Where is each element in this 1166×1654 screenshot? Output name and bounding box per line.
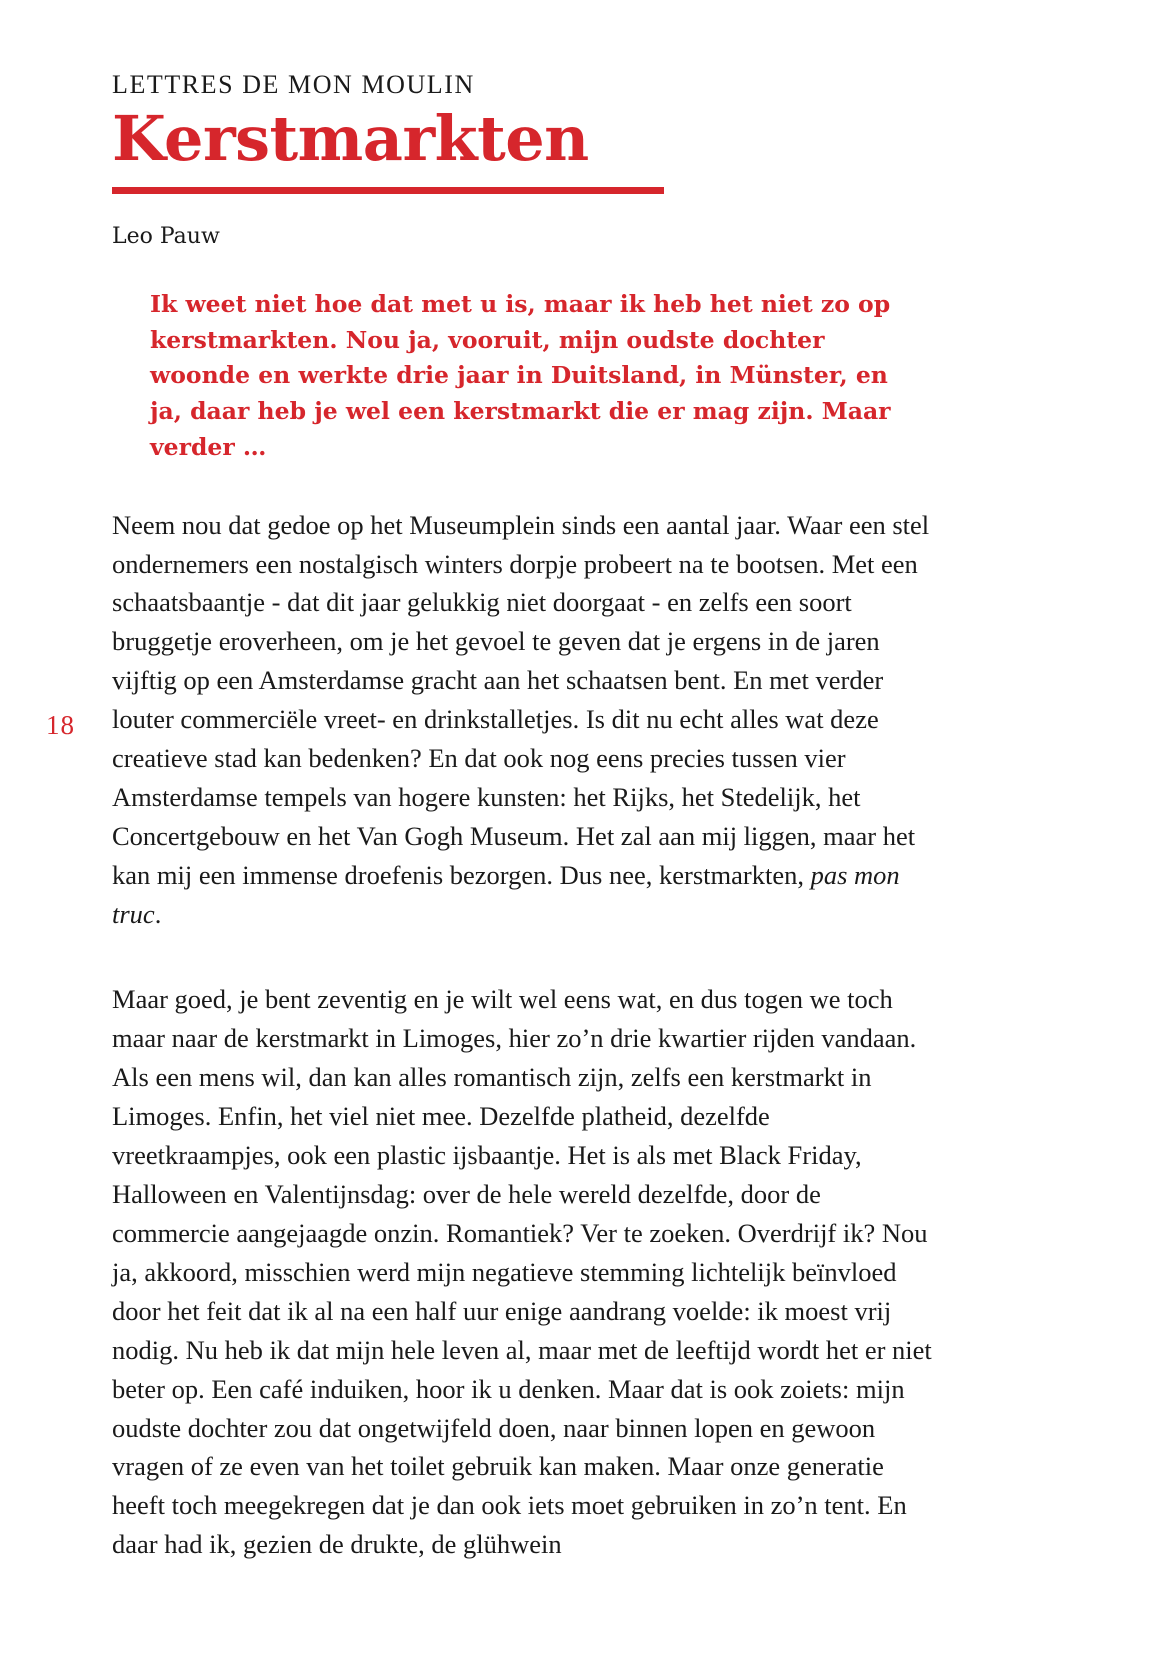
article-author: Leo Pauw bbox=[112, 223, 220, 249]
page-title: Kerstmarkten bbox=[112, 102, 589, 175]
title-underline-rule bbox=[112, 187, 664, 194]
body-paragraph-2: Maar goed, je bent zeventig en je wilt wel eens wat, en dus togen we toch maar naar de kerstmarkt in Limoges, hier zo’n drie kwartier rijden vandaan. Als een mens wil, dan kan alles romantisch zijn, zelfs een kerstmarkt in Limoges. Enfin, het viel niet mee. Dezelfde platheid, dezelfde vreetkraampjes, ook een plastic ijsbaantje. Het is als met Black Friday, Halloween en Valentijnsdag: over de hele wereld dezelfde, door de commercie aangejaagde onzin. Romantiek? Ver te zoeken. Overdrijf ik? Nou ja, akkoord, misschien werd mijn negatieve stemming lichtelijk beïnvloed door het feit dat ik al na een half uur enige aandrang voelde: ik moest vrij nodig. Nu heb ik dat mijn hele leven al, maar met de leeftijd wordt het er niet beter op. Een café induiken, hoor ik u denken. Maar dat is ook zoiets: mijn oudste dochter zou dat ongetwijfeld doen, naar binnen lopen en gewoon vragen of ze even van het toilet gebruik kan maken. Maar onze generatie heeft toch meegekregen dat je dan ook iets moet gebruiken in zo’n tent. En daar had ik, gezien de drukte, de glühwein bbox=[112, 984, 932, 1560]
article-lead-paragraph: Ik weet niet hoe dat met u is, maar ik heb het niet zo op kerstmarkten. Nou ja, vooruit, mijn oudste dochter woonde en werkte drie jaar in Duitsland, in Münster, en ja, daar heb je wel een kerstmarkt die er mag zijn. Maar verder … bbox=[150, 289, 891, 461]
body-paragraph-1-italic: pas mon truc bbox=[112, 860, 900, 930]
body-paragraph-1-tail: . bbox=[154, 899, 162, 930]
page-folio: 18 bbox=[46, 710, 75, 740]
section-kicker: LETTRES DE MON MOULIN bbox=[112, 70, 475, 99]
body-paragraph-1 bbox=[112, 506, 937, 934]
article-content bbox=[112, 70, 932, 1591]
body-paragraph-1-text: Neem nou dat gedoe op het Museumplein sinds een aantal jaar. Waar een stel ondernemers een nostalgisch winters dorpje probeert na te bootsen. Met een schaatsbaantje - dat dit jaar gelukkig niet doorgaat - en zelfs een soort bruggetje eroverheen, om je het gevoel te geven dat je ergens in de jaren vijftig op een Amsterdamse gracht aan het schaatsen bent. En met verder louter commerciële vreet- en drinkstalletjes. Is dit nu echt alles wat deze creatieve stad kan bedenken? En dat ook nog eens precies tussen vier Amsterdamse tempels van hogere kunsten: het Rijks, het Stedelijk, het Concertgebouw en het Van Gogh Museum. Het zal aan mij liggen, maar het kan mij een immense droefenis bezorgen. Dus nee, kerstmarkten, bbox=[112, 509, 930, 891]
